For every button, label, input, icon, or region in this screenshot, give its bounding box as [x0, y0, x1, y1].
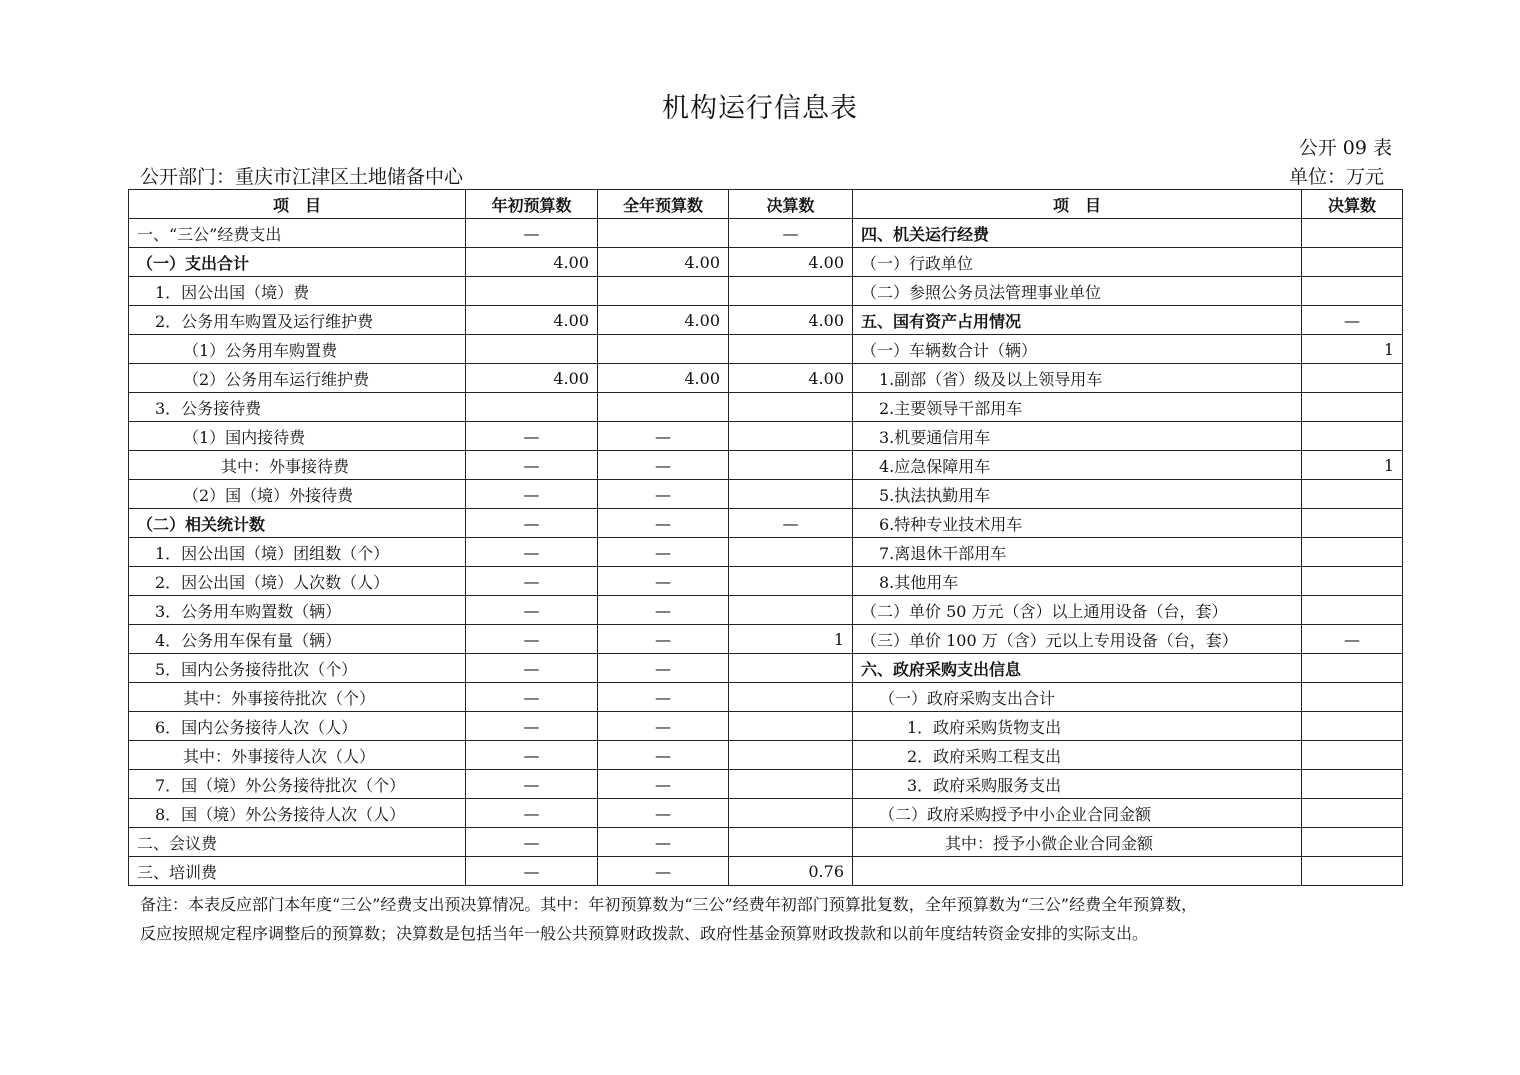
right-final-account-cell [1302, 422, 1403, 451]
initial-budget-cell: — [466, 654, 598, 683]
left-item-cell: 一、“三公”经费支出 [129, 219, 466, 248]
right-item-cell: 五、国有资产占用情况 [853, 306, 1302, 335]
table-row [129, 538, 1403, 567]
annual-budget-cell: — [598, 538, 729, 567]
final-account-cell: 1 [729, 625, 853, 654]
table-row [129, 509, 1403, 538]
initial-budget-cell: 4.00 [466, 248, 598, 277]
annual-budget-cell: — [598, 741, 729, 770]
final-account-cell [729, 828, 853, 857]
left-item-cell: （2）国（境）外接待费 [129, 480, 466, 509]
annual-budget-cell: — [598, 422, 729, 451]
annual-budget-cell: — [598, 857, 729, 886]
initial-budget-cell: 4.00 [466, 364, 598, 393]
right-final-account-cell: — [1302, 306, 1403, 335]
right-final-account-cell [1302, 654, 1403, 683]
left-item-cell: （1）国内接待费 [129, 422, 466, 451]
table-row [129, 741, 1403, 770]
right-final-account-cell [1302, 857, 1403, 886]
annual-budget-cell: — [598, 625, 729, 654]
right-final-account-cell [1302, 248, 1403, 277]
unit-label: 单位：万元 [1288, 166, 1384, 188]
right-final-account-cell [1302, 567, 1403, 596]
table-row [129, 683, 1403, 712]
table-row [129, 625, 1403, 654]
left-item-cell: 其中：外事接待人次（人） [129, 741, 466, 770]
right-item-cell: 4.应急保障用车 [853, 451, 1302, 480]
left-item-cell: 1．因公出国（境）团组数（个） [129, 538, 466, 567]
footnote-line-2: 反应按照规定程序调整后的预算数；决算数是包括当年一般公共预算财政拨款、政府性基金预算财政拨款和以前年度结转资金安排的实际支出。 [140, 924, 1149, 943]
table-row [129, 335, 1403, 364]
initial-budget-cell: — [466, 712, 598, 741]
final-account-cell [729, 596, 853, 625]
annual-budget-cell [598, 219, 729, 248]
final-account-cell [729, 654, 853, 683]
final-account-cell [729, 451, 853, 480]
right-final-account-cell [1302, 277, 1403, 306]
right-item-cell: 其中：授予小微企业合同金额 [853, 828, 1302, 857]
initial-budget-cell: — [466, 596, 598, 625]
right-final-account-cell [1302, 770, 1403, 799]
right-item-cell: （二）单价 50 万元（含）以上通用设备（台，套） [853, 596, 1302, 625]
right-final-account-cell [1302, 596, 1403, 625]
initial-budget-cell: — [466, 219, 598, 248]
right-item-cell: 3．政府采购服务支出 [853, 770, 1302, 799]
annual-budget-cell: 4.00 [598, 306, 729, 335]
left-item-cell: 1．因公出国（境）费 [129, 277, 466, 306]
left-item-cell: 二、会议费 [129, 828, 466, 857]
initial-budget-cell [466, 393, 598, 422]
table-row [129, 306, 1403, 335]
final-account-cell [729, 567, 853, 596]
annual-budget-cell: — [598, 683, 729, 712]
initial-budget-cell: — [466, 625, 598, 654]
right-item-cell: （一）政府采购支出合计 [853, 683, 1302, 712]
final-account-cell [729, 277, 853, 306]
header-row [129, 190, 1403, 219]
final-account-cell [729, 480, 853, 509]
right-item-cell: 7.离退休干部用车 [853, 538, 1302, 567]
table-row [129, 799, 1403, 828]
annual-budget-cell: — [598, 654, 729, 683]
annual-budget-cell: — [598, 509, 729, 538]
annual-budget-cell: 4.00 [598, 364, 729, 393]
annual-budget-cell: — [598, 828, 729, 857]
final-account-cell [729, 741, 853, 770]
final-account-cell: 4.00 [729, 306, 853, 335]
right-final-account-cell [1302, 538, 1403, 567]
right-item-cell: 2．政府采购工程支出 [853, 741, 1302, 770]
annual-budget-cell: — [598, 712, 729, 741]
final-account-cell [729, 393, 853, 422]
left-item-cell: 3．公务接待费 [129, 393, 466, 422]
initial-budget-cell: — [466, 567, 598, 596]
right-item-cell: 1．政府采购货物支出 [853, 712, 1302, 741]
initial-budget-cell: — [466, 480, 598, 509]
right-item-cell: （一）行政单位 [853, 248, 1302, 277]
initial-budget-cell: 4.00 [466, 306, 598, 335]
initial-budget-cell: — [466, 683, 598, 712]
left-item-cell: 4．公务用车保有量（辆） [129, 625, 466, 654]
annual-budget-cell [598, 393, 729, 422]
right-final-account-cell [1302, 393, 1403, 422]
table-row [129, 567, 1403, 596]
right-final-account-cell: 1 [1302, 451, 1403, 480]
initial-budget-cell: — [466, 799, 598, 828]
right-item-cell: 1.副部（省）级及以上领导用车 [853, 364, 1302, 393]
table-row [129, 248, 1403, 277]
left-item-cell: 2．公务用车购置及运行维护费 [129, 306, 466, 335]
department-label: 公开部门：重庆市江津区土地储备中心 [140, 166, 464, 188]
annual-budget-cell: — [598, 451, 729, 480]
left-item-cell: 5．国内公务接待批次（个） [129, 654, 466, 683]
right-final-account-cell [1302, 480, 1403, 509]
left-item-cell: 7．国（境）外公务接待批次（个） [129, 770, 466, 799]
right-item-cell: 6.特种专业技术用车 [853, 509, 1302, 538]
left-item-cell: 其中：外事接待批次（个） [129, 683, 466, 712]
right-item-cell: （二）政府采购授予中小企业合同金额 [853, 799, 1302, 828]
annual-budget-cell: — [598, 596, 729, 625]
annual-budget-cell [598, 335, 729, 364]
right-item-cell [853, 857, 1302, 886]
final-account-cell [729, 422, 853, 451]
header-initial-budget: 年初预算数 [466, 190, 598, 219]
footnote [140, 890, 1402, 948]
form-number: 公开 09 表 [1298, 137, 1392, 159]
right-final-account-cell [1302, 799, 1403, 828]
right-final-account-cell [1302, 741, 1403, 770]
header-final-account-right: 决算数 [1302, 190, 1403, 219]
final-account-cell: 4.00 [729, 364, 853, 393]
initial-budget-cell: — [466, 538, 598, 567]
right-item-cell: 六、政府采购支出信息 [853, 654, 1302, 683]
footnote-line-1: 备注：本表反应部门本年度“三公”经费支出预决算情况。其中：年初预算数为“三公”经费年初部门预算批复数，全年预算数为“三公”经费全年预算数， [140, 895, 1198, 914]
final-account-cell: — [729, 219, 853, 248]
initial-budget-cell: — [466, 422, 598, 451]
final-account-cell [729, 538, 853, 567]
table-row [129, 770, 1403, 799]
right-final-account-cell [1302, 828, 1403, 857]
annual-budget-cell: — [598, 770, 729, 799]
right-item-cell: 四、机关运行经费 [853, 219, 1302, 248]
left-item-cell: 其中：外事接待费 [129, 451, 466, 480]
right-item-cell: 2.主要领导干部用车 [853, 393, 1302, 422]
left-item-cell: （1）公务用车购置费 [129, 335, 466, 364]
annual-budget-cell: — [598, 799, 729, 828]
right-final-account-cell [1302, 509, 1403, 538]
annual-budget-cell: 4.00 [598, 248, 729, 277]
table-row [129, 828, 1403, 857]
left-item-cell: 三、培训费 [129, 857, 466, 886]
table-row [129, 712, 1403, 741]
left-item-cell: 6．国内公务接待人次（人） [129, 712, 466, 741]
table-row [129, 451, 1403, 480]
final-account-cell [729, 683, 853, 712]
header-item-right: 项 目 [853, 190, 1302, 219]
header-annual-budget: 全年预算数 [598, 190, 729, 219]
table-row [129, 364, 1403, 393]
right-final-account-cell [1302, 364, 1403, 393]
initial-budget-cell: — [466, 857, 598, 886]
final-account-cell [729, 770, 853, 799]
annual-budget-cell: — [598, 567, 729, 596]
final-account-cell [729, 712, 853, 741]
right-final-account-cell: — [1302, 625, 1403, 654]
right-item-cell: （一）车辆数合计（辆） [853, 335, 1302, 364]
table-row [129, 219, 1403, 248]
header-item-left: 项 目 [129, 190, 466, 219]
initial-budget-cell [466, 335, 598, 364]
right-item-cell: （三）单价 100 万（含）元以上专用设备（台，套） [853, 625, 1302, 654]
table-row [129, 654, 1403, 683]
right-item-cell: （二）参照公务员法管理事业单位 [853, 277, 1302, 306]
right-item-cell: 5.执法执勤用车 [853, 480, 1302, 509]
table-row [129, 422, 1403, 451]
page-title: 机构运行信息表 [662, 93, 858, 124]
initial-budget-cell: — [466, 741, 598, 770]
right-final-account-cell: 1 [1302, 335, 1403, 364]
left-item-cell: 3．公务用车购置数（辆） [129, 596, 466, 625]
table-row [129, 277, 1403, 306]
table-row [129, 480, 1403, 509]
right-item-cell: 3.机要通信用车 [853, 422, 1302, 451]
right-final-account-cell [1302, 219, 1403, 248]
table-row [129, 393, 1403, 422]
left-item-cell: 8．国（境）外公务接待人次（人） [129, 799, 466, 828]
initial-budget-cell: — [466, 451, 598, 480]
left-item-cell: （二）相关统计数 [129, 509, 466, 538]
table-row [129, 857, 1403, 886]
left-item-cell: （一）支出合计 [129, 248, 466, 277]
info-table [128, 189, 1403, 886]
final-account-cell: 4.00 [729, 248, 853, 277]
right-final-account-cell [1302, 683, 1403, 712]
final-account-cell: 0.76 [729, 857, 853, 886]
left-item-cell: （2）公务用车运行维护费 [129, 364, 466, 393]
initial-budget-cell: — [466, 770, 598, 799]
annual-budget-cell [598, 277, 729, 306]
initial-budget-cell: — [466, 509, 598, 538]
final-account-cell: — [729, 509, 853, 538]
final-account-cell [729, 335, 853, 364]
final-account-cell [729, 799, 853, 828]
table-row [129, 596, 1403, 625]
right-final-account-cell [1302, 712, 1403, 741]
left-item-cell: 2．因公出国（境）人次数（人） [129, 567, 466, 596]
right-item-cell: 8.其他用车 [853, 567, 1302, 596]
initial-budget-cell [466, 277, 598, 306]
annual-budget-cell: — [598, 480, 729, 509]
header-final-account: 决算数 [729, 190, 853, 219]
initial-budget-cell: — [466, 828, 598, 857]
